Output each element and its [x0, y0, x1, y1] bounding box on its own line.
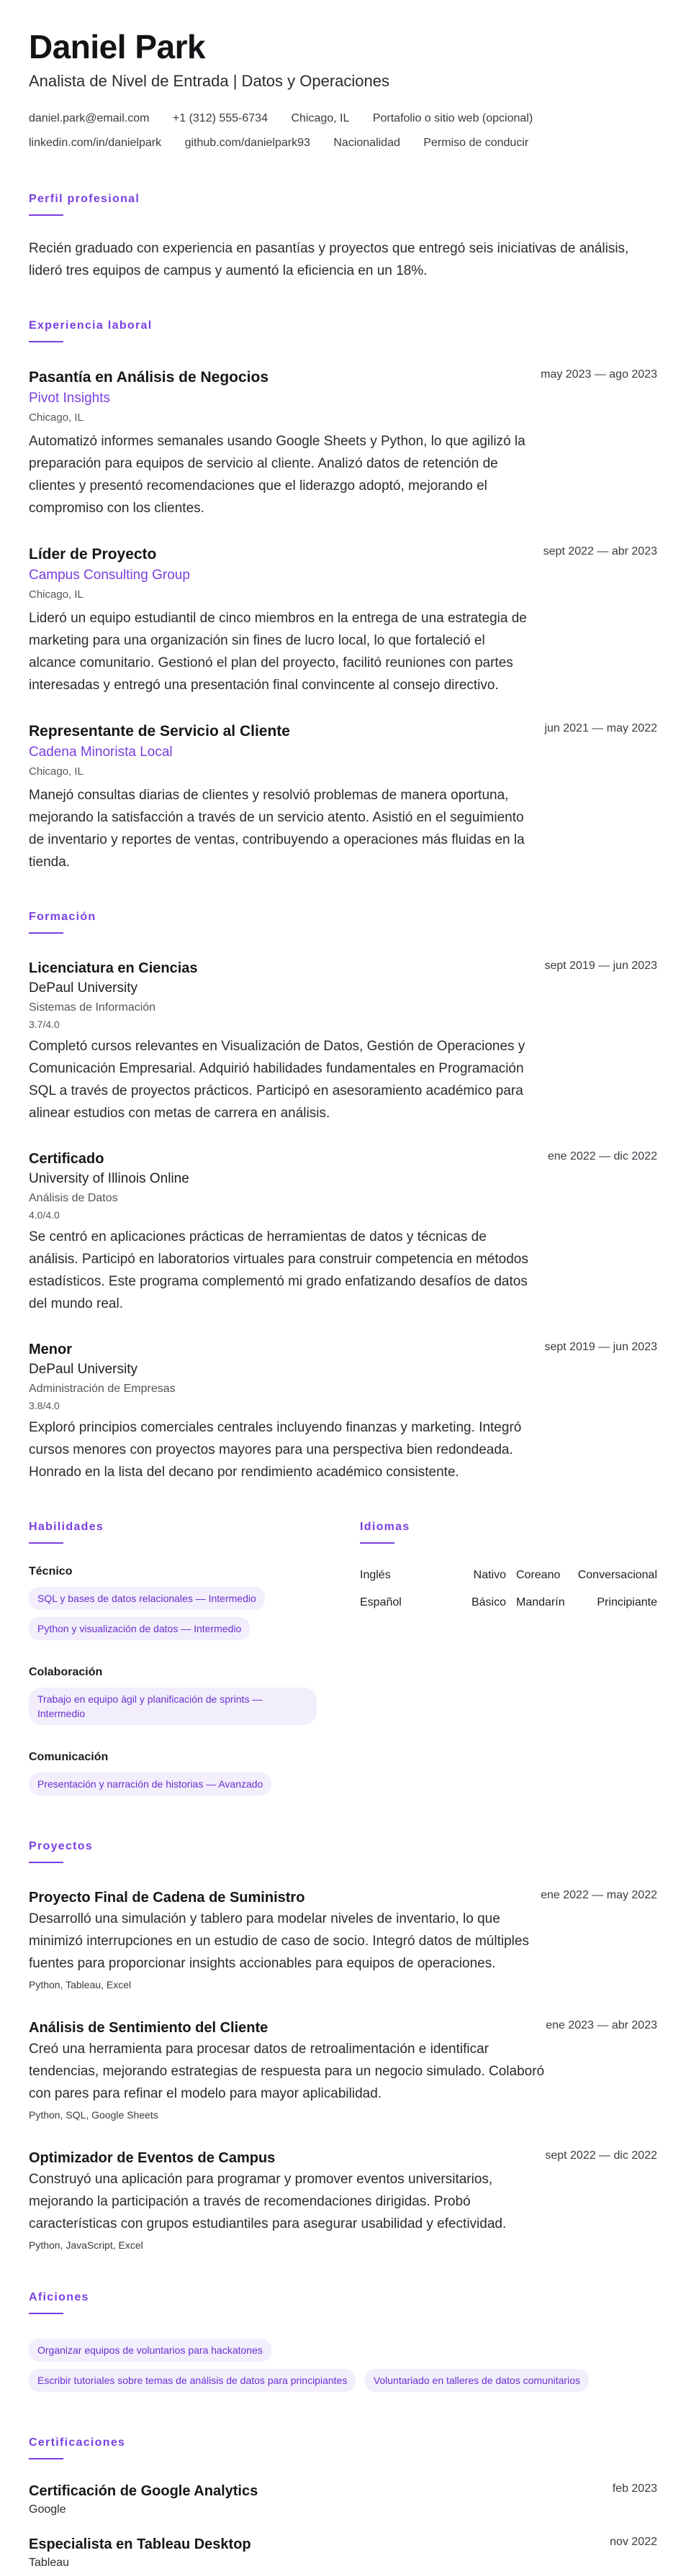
skill-chip: SQL y bases de datos relacionales — Intermedio: [29, 1587, 265, 1610]
contact-email[interactable]: daniel.park@email.com: [29, 112, 150, 124]
section-divider: [29, 214, 63, 216]
skill-category: Comunicación: [29, 1751, 109, 1763]
hobbies-list: [29, 2339, 657, 2399]
languages-list: [360, 1567, 657, 1611]
candidate-headline: Analista de Nivel de Entrada | Datos y Operaciones: [29, 72, 389, 90]
education-date: sept 2019 — jun 2023: [544, 1341, 657, 1353]
language-level: Básico: [471, 1596, 506, 1608]
project-description: Construyó una aplicación para programar y promover eventos universitarios, mejorando la participación a través de recomendaciones dirigidas. Probó características con grupos estudiantiles para asegurar usabilidad y efectividad.: [29, 2172, 507, 2231]
section-title-languages: Idiomas: [360, 1521, 410, 1533]
gpa: 3.7/4.0: [29, 1019, 60, 1030]
education-date: sept 2019 — jun 2023: [544, 960, 657, 972]
gpa: 3.8/4.0: [29, 1400, 60, 1411]
language-level: Nativo: [473, 1569, 506, 1581]
section-divider: [29, 932, 63, 934]
contact-portfolio[interactable]: Portafolio o sitio web (opcional): [372, 112, 533, 124]
field-of-study: Administración de Empresas: [29, 1383, 176, 1395]
section-divider: [29, 341, 63, 342]
degree-title: Menor: [29, 1342, 72, 1357]
hobby-chip: Organizar equipos de voluntarios para hackatones: [29, 2339, 271, 2362]
job-location: Chicago, IL: [29, 765, 84, 778]
skill-group: [29, 1666, 331, 1732]
contact-info: [29, 106, 605, 155]
certification-entry: [29, 2534, 657, 2572]
hobby-chip: Escribir tutoriales sobre temas de análisis de datos para principiantes: [29, 2369, 356, 2392]
skill-chip: Python y visualización de datos — Intermedio: [29, 1617, 250, 1640]
job-description: Manejó consultas diarias de clientes y resolvió problemas de manera oportuna, mejorando la satisfacción a través de un servicio atento. Asistió en el seguimiento de inventario y reportes de ventas, contribuyendo a operaciones más fluidas en la tienda.: [29, 788, 525, 870]
certification-title: Especialista en Tableau Desktop: [29, 2536, 251, 2552]
language-row: [360, 1594, 657, 1611]
job-company: Campus Consulting Group: [29, 568, 190, 583]
education-description: Completó cursos relevantes en Visualización de Datos, Gestión de Operaciones y Comunicación Empresarial. Adquirió habilidades fundamentales en Programación SQL a través de proyectos prácticos. Participó en asesoramiento académico para alinear estudios con metas de carrera en análisis.: [29, 1039, 525, 1121]
contact-phone[interactable]: +1 (312) 555-6734: [172, 112, 268, 124]
job-date: sept 2022 — abr 2023: [543, 545, 657, 557]
language-name: Español: [360, 1596, 402, 1608]
job-title: Pasantía en Análisis de Negocios: [29, 369, 269, 386]
section-title-certifications: Certificaciones: [29, 2436, 126, 2449]
job-company: Pivot Insights: [29, 391, 110, 406]
project-date: sept 2022 — dic 2022: [545, 2149, 657, 2162]
projects-section: [29, 1840, 657, 2254]
education-date: ene 2022 — dic 2022: [547, 1150, 657, 1162]
certification-entry: [29, 2481, 657, 2518]
certification-issuer: Google: [29, 2503, 66, 2516]
project-date: ene 2023 — abr 2023: [546, 2019, 657, 2031]
project-description: Desarrolló una simulación y tablero para modelar niveles de inventario, lo que minimizó interrupciones en un estudio de caso de socio. Integró datos de múltiples fuentes para proporcionar insights accionables para equipos de operaciones.: [29, 1911, 529, 1971]
section-title-hobbies: Aficiones: [29, 2291, 89, 2303]
degree-title: Certificado: [29, 1151, 104, 1167]
project-entry: [29, 2148, 657, 2254]
project-title: Optimizador de Eventos de Campus: [29, 2150, 276, 2166]
school-name: DePaul University: [29, 1362, 137, 1377]
languages-section: [360, 1521, 657, 1803]
section-divider: [29, 1542, 63, 1544]
hobby-chip: Voluntariado en talleres de datos comunitarios: [365, 2369, 589, 2392]
certifications-section: [29, 2436, 657, 2572]
project-tech: Python, SQL, Google Sheets: [29, 2109, 158, 2121]
education-entry: [29, 1339, 657, 1483]
project-description: Creó una herramienta para procesar datos de retroalimentación e identificar tendencias, mejorando estrategias de respuesta para un negocio simulado. Colaboró con pares para refinar el modelo para mayor aplicabilidad.: [29, 2042, 545, 2101]
section-divider: [29, 2458, 63, 2459]
job-location: Chicago, IL: [29, 588, 84, 601]
job-date: jun 2021 — may 2022: [544, 722, 657, 734]
job-description: Automatizó informes semanales usando Google Sheets y Python, lo que agilizó la preparación para equipos de servicio al cliente. Analizó datos de retención de clientes y presentó recomendaciones que el liderazgo adoptó, mejorando el compromiso con los clientes.: [29, 434, 525, 516]
certification-date: feb 2023: [612, 2482, 657, 2495]
skill-category: Colaboración: [29, 1666, 103, 1678]
section-title-projects: Proyectos: [29, 1840, 94, 1852]
section-title-education: Formación: [29, 911, 96, 923]
skill-chip: Trabajo en equipo ágil y planificación de sprints — Intermedio: [29, 1688, 317, 1725]
job-location: Chicago, IL: [29, 411, 84, 424]
certification-issuer: Tableau: [29, 2557, 70, 2569]
skills-languages-row: [29, 1521, 657, 1803]
language-row: [360, 1567, 657, 1584]
skills-section: [29, 1521, 331, 1803]
skill-group: [29, 1751, 331, 1803]
experience-entry: [29, 367, 657, 519]
experience-entry: [29, 544, 657, 696]
language-level: Conversacional: [577, 1569, 657, 1581]
profile-section: [29, 193, 657, 282]
section-title-skills: Habilidades: [29, 1521, 104, 1533]
degree-title: Licenciatura en Ciencias: [29, 960, 198, 976]
profile-summary: Recién graduado con experiencia en pasantías y proyectos que entregó seis iniciativas de análisis, lideró tres equipos de campus y aumentó la eficiencia en un 18%.: [29, 241, 629, 278]
candidate-name: Daniel Park: [29, 28, 206, 65]
certification-title: Certificación de Google Analytics: [29, 2483, 258, 2499]
contact-nationality: Nacionalidad: [333, 137, 400, 149]
language-name: Inglés: [360, 1569, 391, 1581]
job-title: Líder de Proyecto: [29, 546, 157, 563]
job-title: Representante de Servicio al Cliente: [29, 723, 290, 739]
education-entry: [29, 958, 657, 1124]
contact-location: Chicago, IL: [291, 112, 350, 124]
school-name: DePaul University: [29, 980, 137, 996]
section-divider: [360, 1542, 394, 1544]
section-divider: [29, 1862, 63, 1863]
field-of-study: Sistemas de Información: [29, 1001, 156, 1014]
project-title: Análisis de Sentimiento del Cliente: [29, 2020, 268, 2036]
contact-linkedin[interactable]: linkedin.com/in/danielpark: [29, 137, 162, 149]
experience-section: [29, 319, 657, 873]
job-date: may 2023 — ago 2023: [541, 368, 657, 381]
education-entry: [29, 1149, 657, 1315]
project-entry: [29, 1888, 657, 1993]
experience-entry: [29, 721, 657, 873]
project-date: ene 2022 — may 2022: [541, 1889, 657, 1901]
language-name: Mandarín: [516, 1596, 565, 1608]
language-name: Coreano: [516, 1569, 561, 1581]
hobbies-section: [29, 2291, 657, 2399]
skill-category: Técnico: [29, 1565, 73, 1578]
section-title-experience: Experiencia laboral: [29, 319, 153, 332]
school-name: University of Illinois Online: [29, 1171, 189, 1186]
education-description: Exploró principios comerciales centrales incluyendo finanzas y marketing. Integró cursos menores con proyectos mayores para una perspectiva bien redondeada. Honrado en la lista del decano por rendimiento académico consistente.: [29, 1420, 522, 1480]
field-of-study: Análisis de Datos: [29, 1192, 118, 1204]
job-description: Lideró un equipo estudiantil de cinco miembros en la entrega de una estrategia de marketing para una organización sin fines de lucro local, lo que fortaleció el alcance comunitario. Gestionó el plan del proyecto, facilitó reuniones con partes interesadas y entregó una presentación final convincente al consejo directivo.: [29, 611, 527, 693]
project-tech: Python, Tableau, Excel: [29, 1979, 132, 1990]
contact-github[interactable]: github.com/danielpark93: [184, 137, 310, 149]
resume-header: [29, 26, 657, 155]
section-title-profile: Perfil profesional: [29, 193, 140, 205]
gpa: 4.0/4.0: [29, 1209, 60, 1221]
language-level: Principiante: [597, 1596, 657, 1608]
certification-date: nov 2022: [610, 2536, 657, 2548]
education-section: [29, 911, 657, 1483]
project-title: Proyecto Final de Cadena de Suministro: [29, 1890, 305, 1906]
skill-chip: Presentación y narración de historias — Avanzado: [29, 1772, 271, 1796]
project-tech: Python, JavaScript, Excel: [29, 2239, 143, 2251]
job-company: Cadena Minorista Local: [29, 745, 173, 760]
section-divider: [29, 2313, 63, 2314]
skill-group: [29, 1565, 331, 1647]
project-entry: [29, 2018, 657, 2124]
education-description: Se centró en aplicaciones prácticas de herramientas de datos y técnicas de análisis. Participó en laboratorios virtuales para construir competencia en métodos estadísticos. Este programa complementó mi grado enfatizando desafíos de datos del mundo real.: [29, 1229, 528, 1311]
contact-license: Permiso de conducir: [423, 137, 529, 149]
